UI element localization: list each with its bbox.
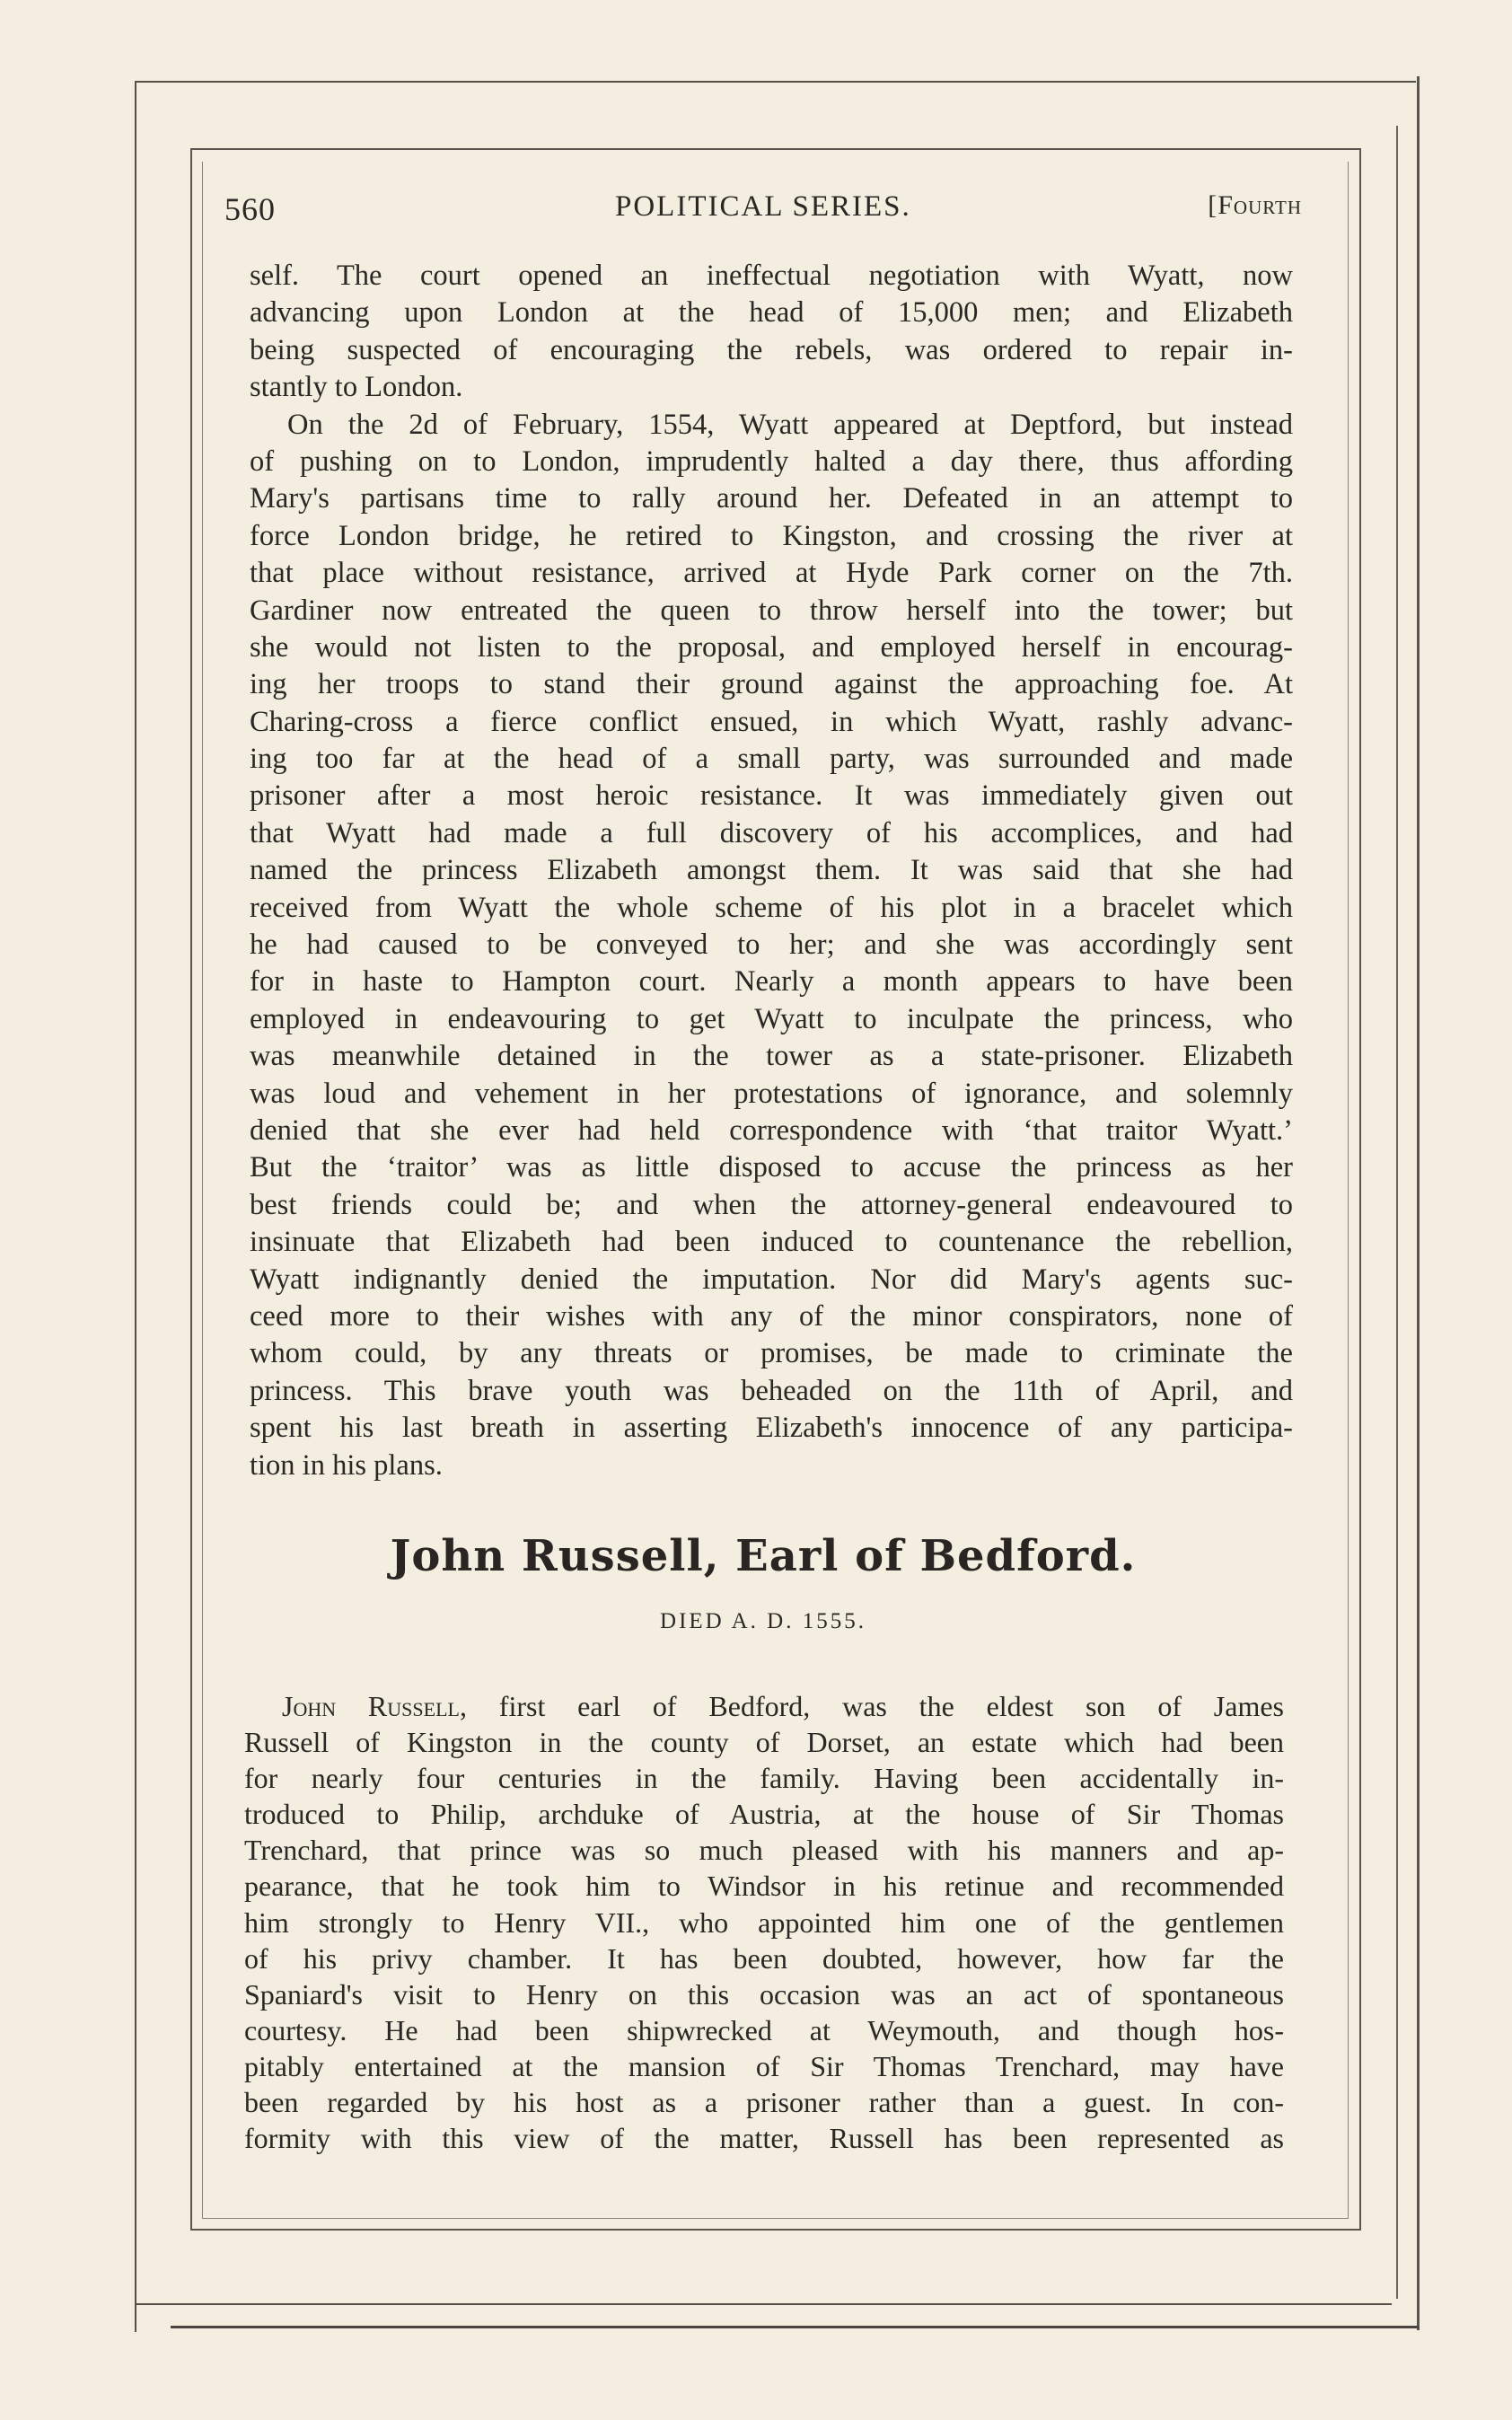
text-line: advancing upon London at the head of 15,000 men; and Elizabeth [250,296,1293,330]
text-line: prisoner after a most heroic resistance. It was immediately given out [250,779,1293,813]
text-line: best friends could be; and when the attorney-general endeavoured to [250,1188,1293,1221]
text-line: being suspected of encouraging the rebels, was ordered to repair in- [250,333,1293,366]
text-line: for nearly four centuries in the family. Having been accidentally in- [244,1762,1284,1795]
text-line: spent his last breath in asserting Elizabeth's innocence of any participa- [250,1412,1293,1445]
text-line: Charing-cross a fierce conflict ensued, in which Wyatt, rashly advanc- [250,705,1293,738]
page-number: 560 [224,191,276,227]
running-section: [Fourth [1208,190,1302,220]
russell-passage [244,1688,1284,2156]
section-heading: John Russell, Earl of Bedford. [390,1531,1137,1581]
text-line: employed in endeavouring to get Wyatt to inculpate the princess, who [250,1002,1293,1035]
lead-small-caps: John Russell, [282,1690,467,1722]
text-line: princess. This brave youth was beheaded on the 11th of April, and [250,1374,1293,1407]
paragraph-start: On the 2d of February, 1554, Wyatt appeared at Deptford, but instead [287,408,1293,441]
text-line: she would not listen to the proposal, and employed herself in encourag- [250,630,1293,664]
text-line: pearance, that he took him to Windsor in his retinue and recommended [244,1870,1284,1903]
text-line: first earl of Bedford, was the eldest son of James [466,1690,1285,1722]
text-line: self. The court opened an ineffectual negotiation with Wyatt, now [250,260,1293,292]
text-line: Mary's partisans time to rally around her. Defeated in an attempt to [250,482,1293,515]
text-line: named the princess Elizabeth amongst them. It was said that she had [250,854,1293,887]
text-line: that Wyatt had made a full discovery of his accomplices, and had [250,816,1293,849]
running-title: POLITICAL SERIES. [615,190,911,223]
text-line: troduced to Philip, archduke of Austria, at the house of Sir Thomas [244,1798,1284,1831]
text-line: pitably entertained at the mansion of Sir Thomas Trenchard, may have [244,2049,1284,2082]
text-line: insinuate that Elizabeth had been induced to countenance the rebellion, [250,1226,1293,1259]
text-line: tion in his plans. [250,1448,443,1482]
text-line: that place without resistance, arrived at Hyde Park corner on the 7th. [250,557,1293,590]
text-line: Russell of Kingston in the county of Dorset, an estate which had been [244,1726,1284,1759]
text-line: whom could, by any threats or promises, be made to criminate the [250,1337,1293,1370]
paragraph-start [244,1688,1284,1724]
text-line: stantly to London. [250,371,463,404]
text-line: been regarded by his host as a prisoner rather than a guest. In con- [244,2086,1284,2119]
text-line: ing her troops to stand their ground against the approaching foe. At [250,668,1293,701]
running-header [224,190,1302,235]
text-line: Gardiner now entreated the queen to throw herself into the tower; but [250,594,1293,627]
text-line: Trenchard, that prince was so much pleased with his manners and ap- [244,1834,1284,1867]
text-line: him strongly to Henry VII., who appointed him one of the gentlemen [244,1905,1284,1939]
text-line: was loud and vehement in her protestations of ignorance, and solemnly [250,1077,1293,1110]
text-line: force London bridge, he retired to Kingston, and crossing the river at [250,519,1293,552]
text-line: Wyatt indignantly denied the imputation. Nor did Mary's agents suc- [250,1263,1293,1296]
text-line: formity with this view of the matter, Russell has been represented as [244,2122,1284,2155]
text-line: of pushing on to London, imprudently halted a day there, thus affording [250,444,1293,478]
wyatt-passage [250,258,1293,1484]
text-line: of his privy chamber. It has been doubted, however, how far the [244,1941,1284,1975]
text-line: ing too far at the head of a small party, was surrounded and made [250,743,1293,776]
page-border-bottom-outer [171,2326,1419,2328]
text-line: But the ‘traitor’ was as little disposed to accuse the princess as her [250,1151,1293,1184]
section-dates: DIED A. D. 1555. [660,1609,866,1633]
text-line: he had caused to be conveyed to her; and she was accordingly sent [250,928,1293,962]
text-line: courtesy. He had been shipwrecked at Weymouth, and though hos- [244,2013,1284,2046]
text-line: Spaniard's visit to Henry on this occasion was an act of spontaneous [244,1977,1284,2011]
page-border-bottom [135,2303,1392,2305]
page-border-right-inner [1396,126,1398,2299]
text-line: ceed more to their wishes with any of the minor conspirators, none of [250,1299,1293,1333]
text-line: for in haste to Hampton court. Nearly a month appears to have been [250,965,1293,999]
text-line: received from Wyatt the whole scheme of his plot in a bracelet which [250,891,1293,924]
text-line: was meanwhile detained in the tower as a state-prisoner. Elizabeth [250,1040,1293,1073]
text-line: denied that she ever had held correspondence with ‘that traitor Wyatt.’ [250,1113,1293,1147]
page-border-right [1417,76,1420,2330]
